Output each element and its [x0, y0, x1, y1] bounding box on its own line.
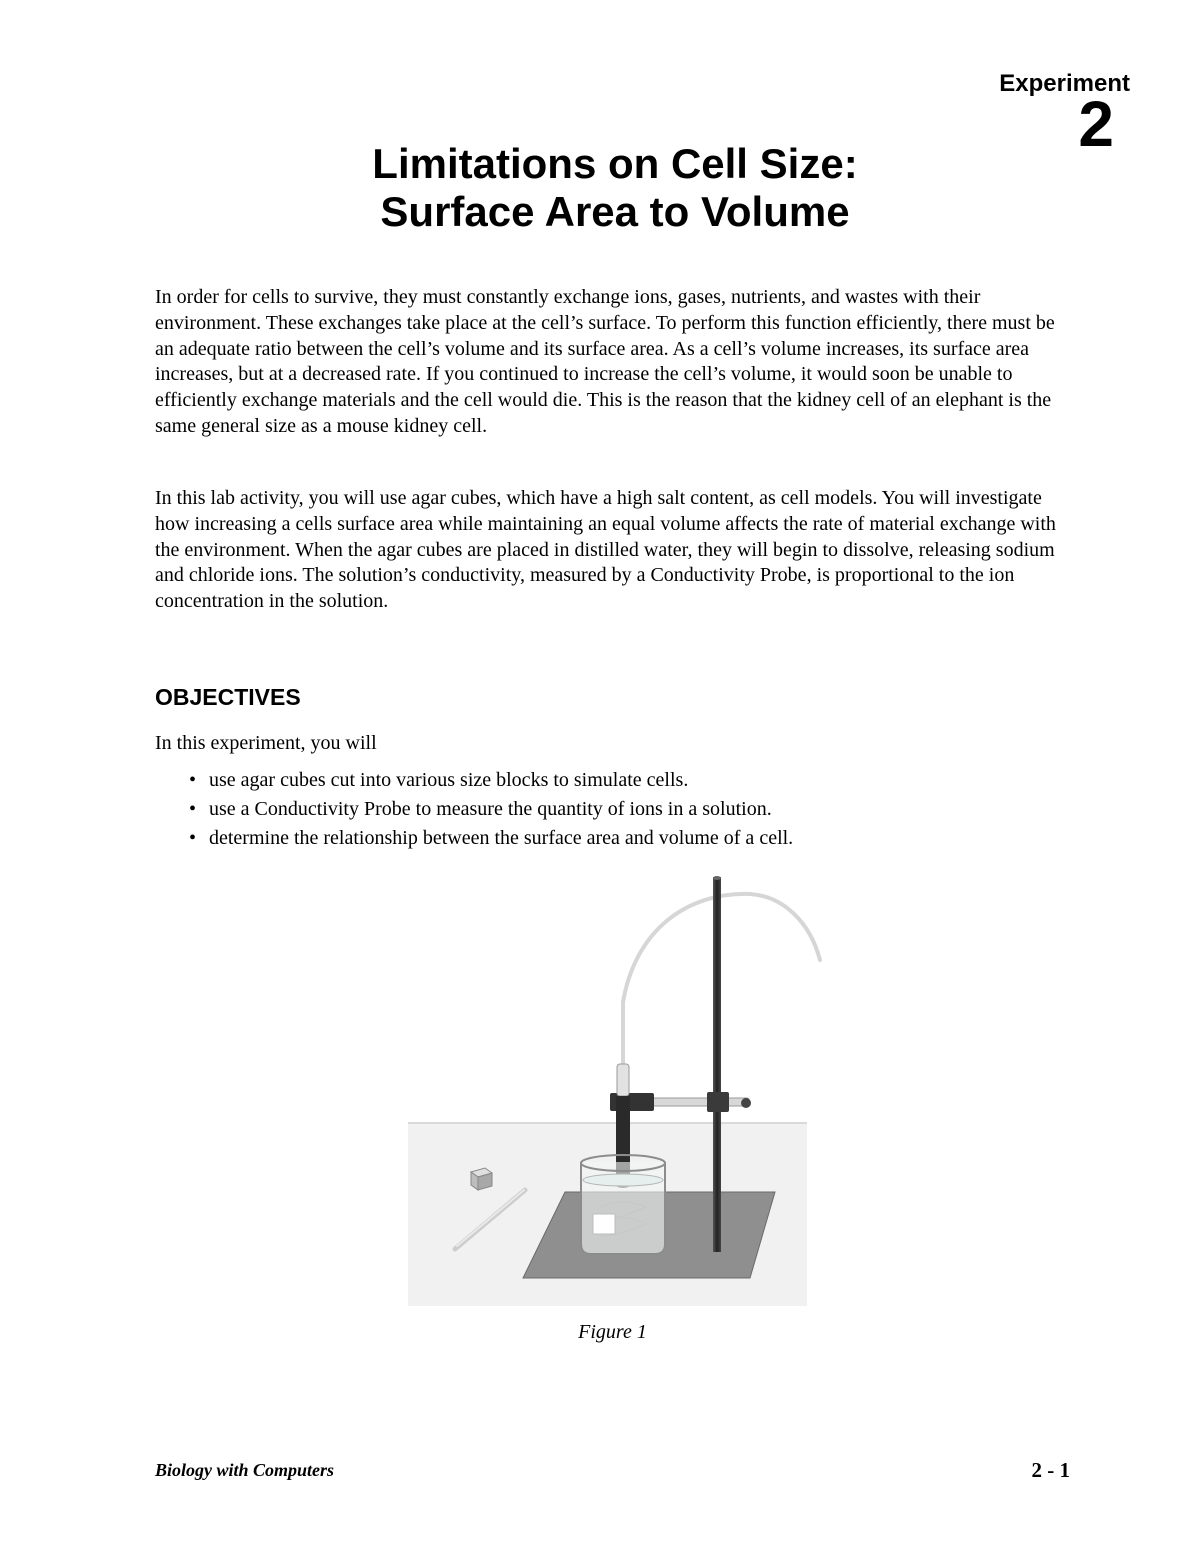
probe-head — [617, 1064, 629, 1096]
intro-paragraph: In order for cells to survive, they must constantly exchange ions, gases, nutrients, and wastes with their environment. These exchanges take place at the cell’s surface. To perform this function efficiently, there must be an adequate ratio between the cell’s volume and its surface area. As a cell’s volume increases, its surface area increases, but at a decreased rate. If you continued to increase the cell’s volume, it would soon be unable to efficiently exchange materials and the cell would die. This is the reason that the kidney cell of an elephant is the same general size as a mouse kidney cell. — [155, 286, 1055, 437]
objectives-heading: OBJECTIVES — [155, 684, 301, 710]
probe-cable — [623, 894, 820, 1064]
clamp-arm — [645, 1098, 749, 1106]
experiment-number: 2 — [1078, 88, 1114, 160]
support-rod-cap — [713, 876, 721, 880]
figure-caption: Figure 1 — [578, 1321, 647, 1343]
beaker-label — [593, 1214, 615, 1234]
water-surface — [583, 1174, 663, 1186]
page-title — [0, 140, 1200, 236]
clamp-knob — [741, 1098, 751, 1108]
lab-activity-paragraph: In this lab activity, you will use agar cubes, which have a high salt content, as cell models. You will investigate how increasing a cells surface area while maintaining an equal volume affects the rate of material exchange with the environment. When the agar cubes are placed in distilled water, they will begin to dissolve, releasing sodium and chloride ions. The solution’s conductivity, measured by a Conductivity Probe, is proportional to the ion concentration in the solution. — [155, 487, 1056, 613]
objectives-intro: In this experiment, you will — [155, 732, 377, 754]
list-item: • use a Conductivity Probe to measure the quantity of ions in a solution. — [189, 795, 793, 824]
objectives-list — [189, 766, 793, 853]
support-rod — [713, 877, 721, 1252]
title-line-1: Limitations on Cell Size: — [372, 140, 858, 187]
experiment-label: Experiment — [999, 70, 1130, 97]
clamp-boss — [707, 1092, 729, 1112]
footer-page-number: 2 - 1 — [1031, 1458, 1070, 1482]
list-item: • use agar cubes cut into various size blocks to simulate cells. — [189, 766, 793, 795]
list-item: • determine the relationship between the surface area and volume of a cell. — [189, 824, 793, 853]
title-line-2: Surface Area to Volume — [380, 188, 850, 235]
footer-book-title: Biology with Computers — [155, 1460, 335, 1480]
lab-setup-figure — [405, 872, 825, 1312]
